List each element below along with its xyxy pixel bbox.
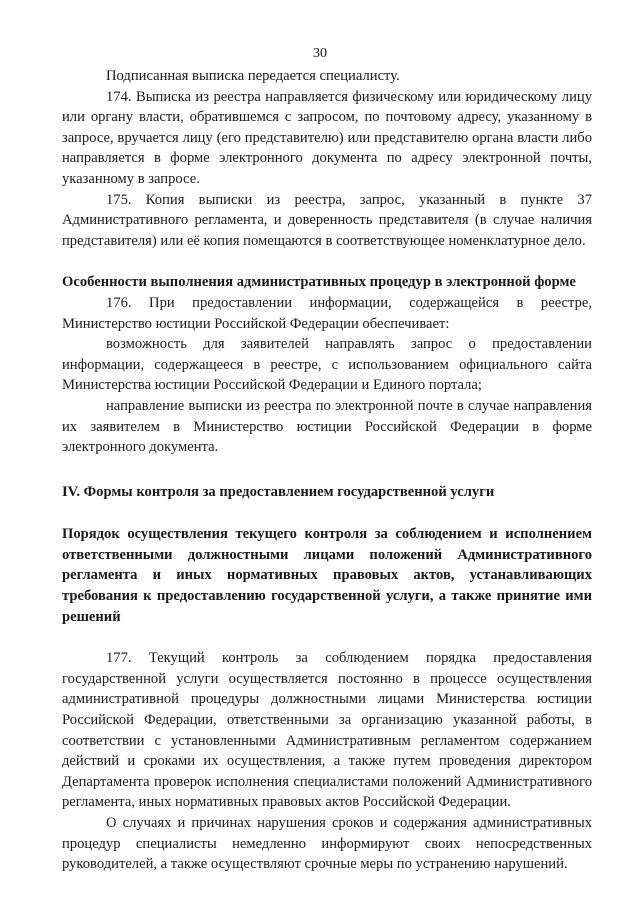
paragraph-176-item-2: направление выписки из реестра по электронной почте в случае направления их заявителем в Министерство юстиции Российской Федерации в форме электронного документа.: [62, 397, 592, 456]
paragraph-violations: О случаях и причинах нарушения сроков и содержания административных процедур специалисты немедленно информируют своих непосредственных руководителей, а также осуществляют срочные меры по устранению нарушений.: [62, 815, 592, 873]
paragraph-175: 175. Копия выписки из реестра, запрос, указанный в пункте 37 Административного регламента, и доверенность представителя (в случае наличия представителя) или её копия помещаются в соответствующее номенклатурное дело.: [62, 191, 592, 249]
chapter-heading: IV. Формы контроля за предоставлением государственной услуги: [62, 483, 495, 500]
paragraph-176-item-1: возможность для заявителей направлять запрос о предоставлении информации, содержащееся в реестре, с использованием официального сайта Министерства юстиции Российской Федерации и Единого портала;: [62, 336, 592, 394]
paragraph-signed-extract: Подписанная выписка передается специалисту.: [106, 68, 400, 84]
paragraph-177: 177. Текущий контроль за соблюдением порядка предоставления государственной услуги осуществляется постоянно в процессе осуществления административной процедуры должностными лицами Министерства юстиции Российской Федерации, ответственными за организацию указанной работы, в соответствии с установленными Административным регламентом содержанием действий и сроками их осуществления, а также путем проведения директором Департамента проверок исполнения специалистами положений Административного регламента, иных нормативных правовых актов Российской Федерации.: [62, 650, 592, 811]
paragraph-176: 176. При предоставлении информации, содержащейся в реестре, Министерство юстиции Российской Федерации обеспечивает:: [62, 294, 592, 332]
paragraph-174: 174. Выписка из реестра направляется физическому или юридическому лицу или органу власти, обратившемся с запросом, по почтовому адресу, указанному в запросе, вручается лицу (его представителю) или представителю органа власти либо направляется в форме электронного документа по адресу электронной почты, указанному в запросе.: [62, 88, 592, 187]
page-content: [62, 66, 592, 875]
section-heading-control: Порядок осуществления текущего контроля за соблюдением и исполнением ответственными должностными лицами положений Административного регламента и иных нормативных правовых актов, устанавливающих требования к предоставлению государственной услуги, а также принятие ими решений: [62, 526, 592, 625]
section-heading-electronic: Особенности выполнения административных процедур в электронной форме: [62, 274, 576, 291]
page-number: 30: [313, 46, 327, 61]
